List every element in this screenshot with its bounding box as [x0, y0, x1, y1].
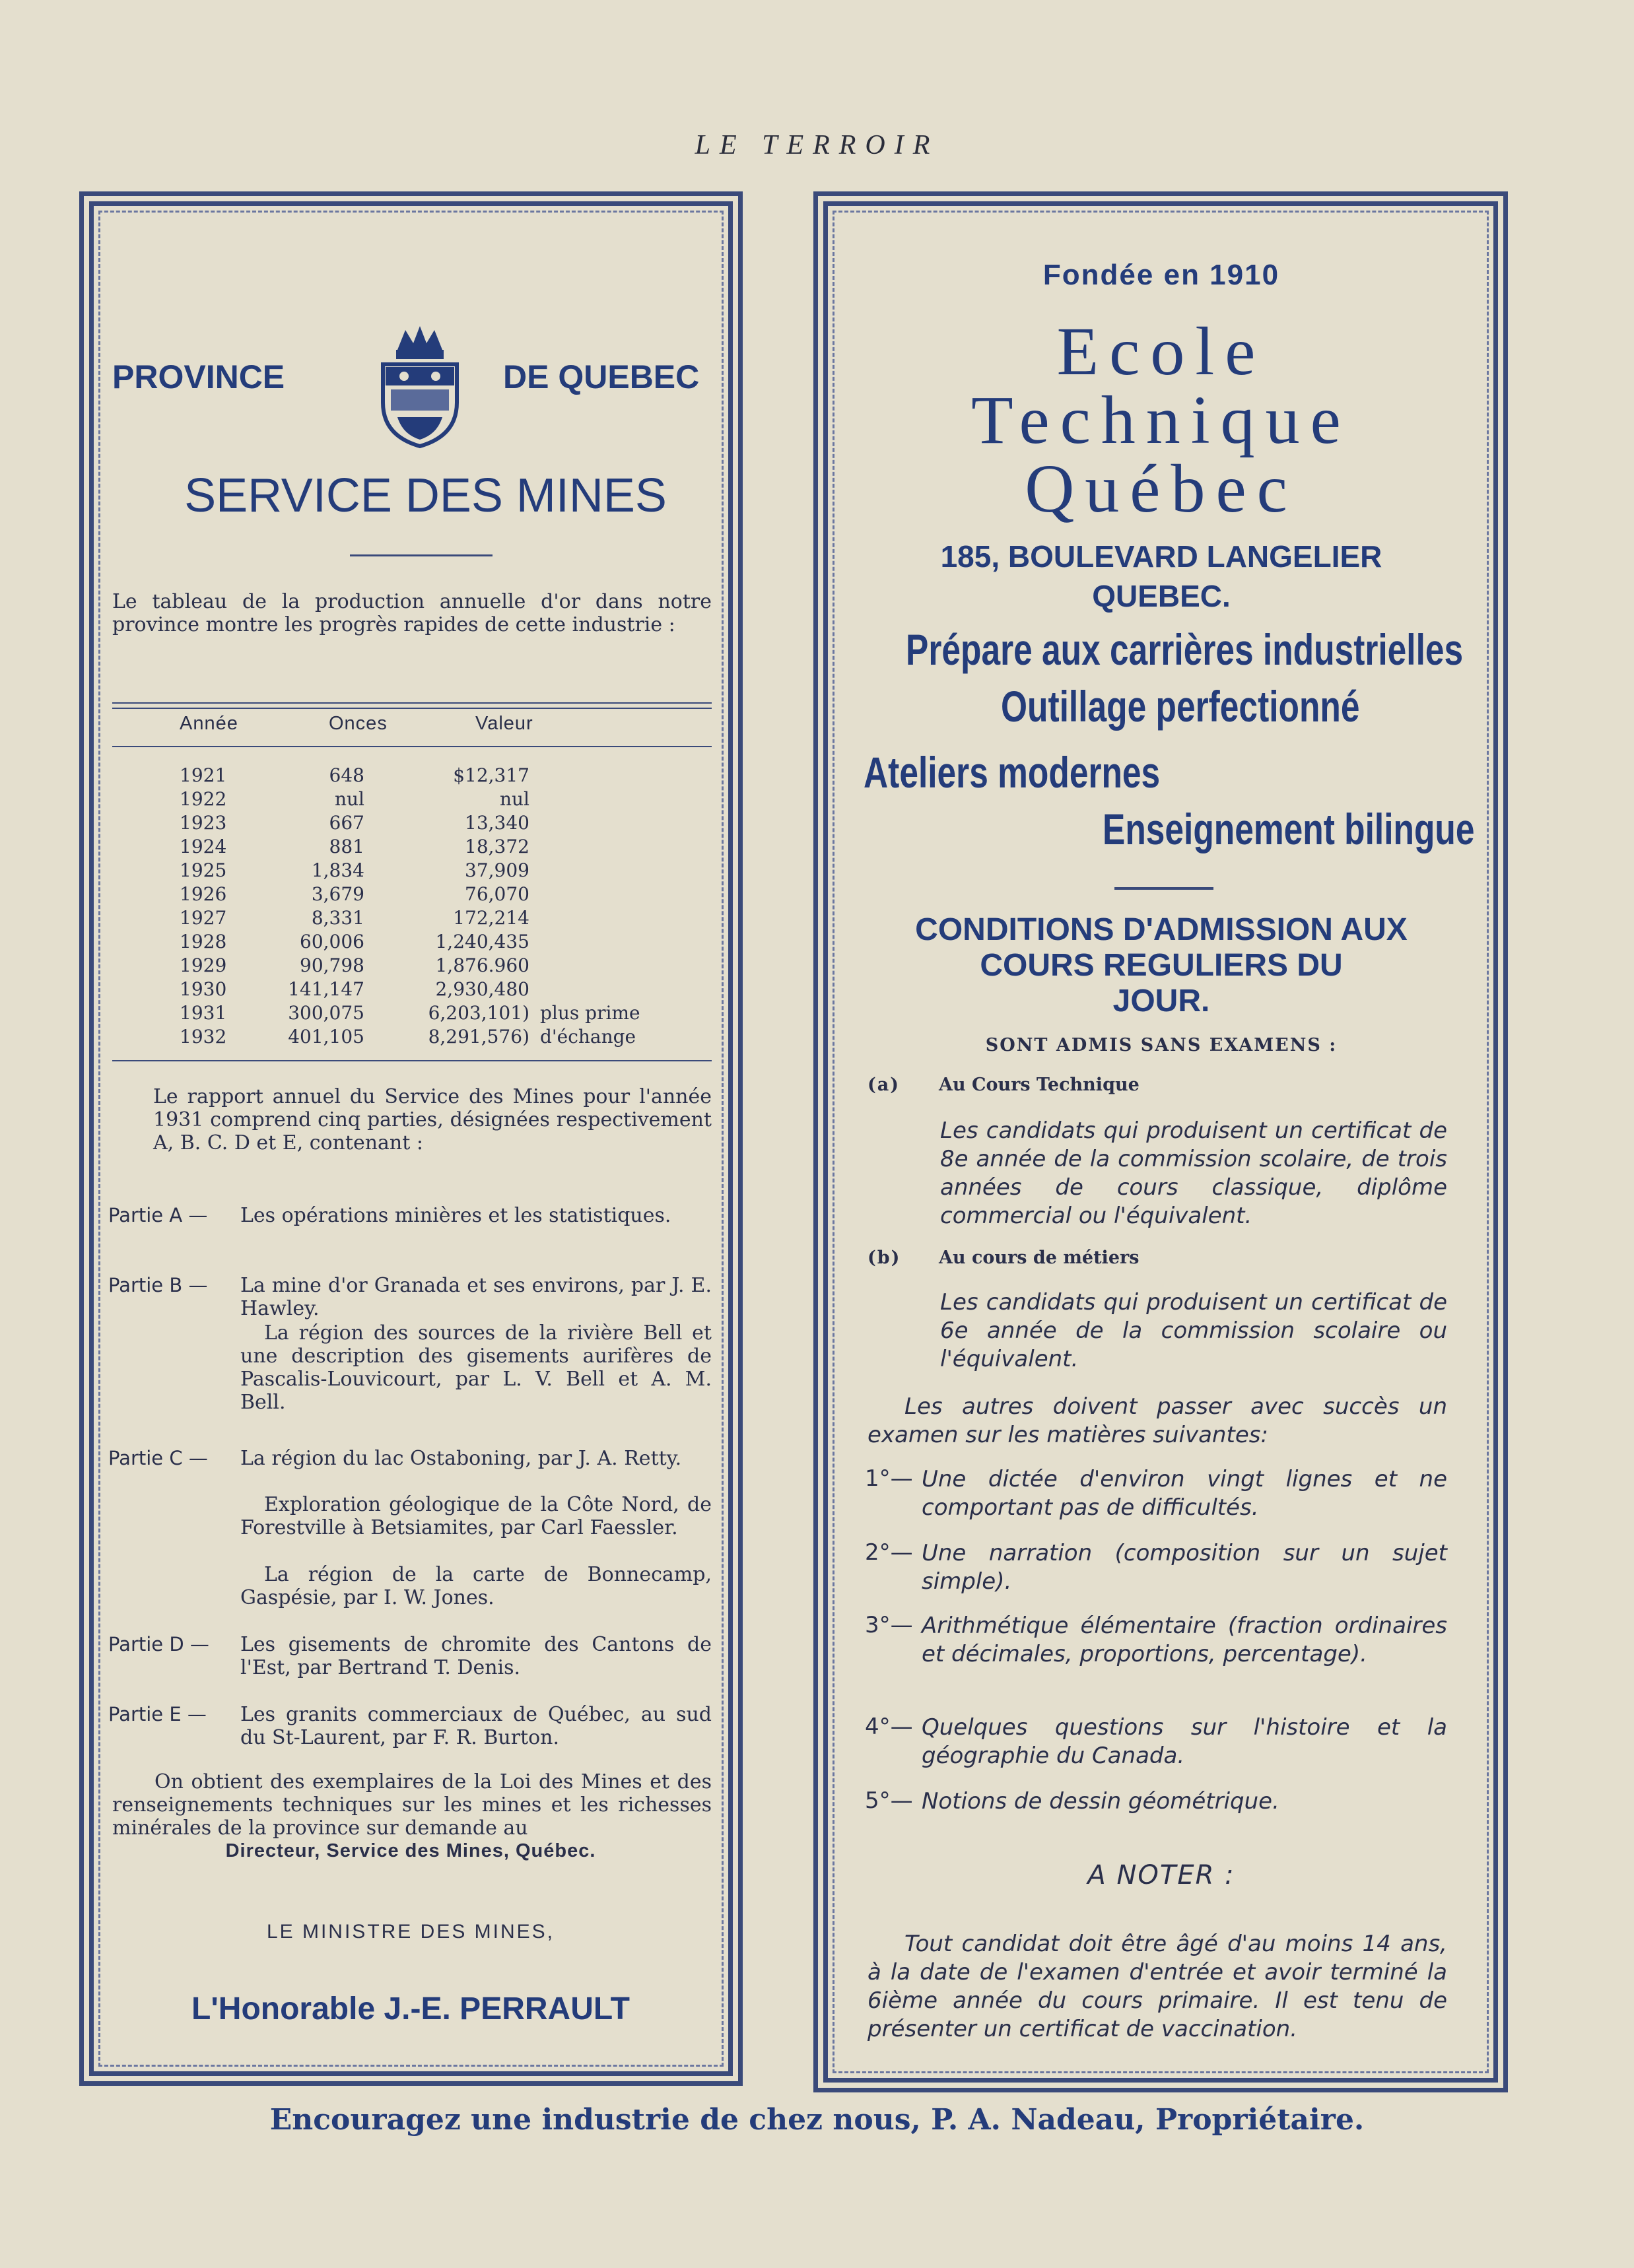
note-cell: plus prime	[540, 1002, 640, 1024]
table-row	[180, 907, 721, 931]
part-d-text: Les gisements de chromite des Cantons de l'Est, par Bertrand T. Denis.	[240, 1633, 712, 1679]
item-4-text: Quelques questions sur l'histoire et la géographie du Canada.	[922, 1714, 1447, 1769]
address-line-1: 185, BOULEVARD LANGELIER	[940, 539, 1382, 574]
col-header-annee: Année	[180, 713, 238, 734]
table-row	[180, 764, 721, 788]
year-cell: 1928	[180, 931, 227, 952]
table-top-rule	[112, 702, 712, 704]
part-c-sub: Exploration géologique de la Côte Nord, de Forestville à Betsiamites, par Carl Faessler.	[240, 1493, 712, 1539]
col-header-valeur: Valeur	[475, 713, 533, 734]
conditions-line-1: CONDITIONS D'ADMISSION AUX	[915, 912, 1408, 947]
table-row	[180, 978, 721, 1002]
table-row	[180, 859, 721, 883]
valeur-cell: 76,070	[465, 883, 529, 905]
ecole-technique-panel	[813, 191, 1508, 2092]
item-2-text: Une narration (composition sur un sujet simple).	[922, 1540, 1447, 1595]
table-row	[180, 1002, 721, 1026]
school-name-line-3: Québec	[1025, 451, 1298, 527]
note-title: A NOTER :	[1087, 1860, 1235, 1890]
closing-address: Directeur, Service des Mines, Québec.	[225, 1840, 596, 1861]
slogan-3: Ateliers modernes	[864, 748, 1161, 797]
onces-cell: 1,834	[311, 859, 364, 881]
valeur-cell: 2,930,480	[435, 978, 529, 1000]
table-top-rule-2	[112, 708, 712, 709]
year-cell: 1930	[180, 978, 227, 1000]
table-row	[180, 954, 721, 978]
onces-cell: 648	[329, 764, 364, 786]
table-row	[180, 1026, 721, 1050]
part-e-label: Partie E —	[108, 1703, 207, 1725]
item-2-num: 2°—	[865, 1539, 913, 1566]
year-cell: 1925	[180, 859, 227, 881]
onces-cell: 90,798	[300, 954, 364, 976]
footer-credit: Encouragez une industrie de chez nous, P. A. Nadeau, Propriétaire.	[269, 2103, 1365, 2137]
slogan-4: Enseignement bilingue	[1103, 805, 1475, 853]
a-title: Au Cours Technique	[939, 1075, 1140, 1095]
table-row	[180, 836, 721, 859]
part-a-label: Partie A —	[108, 1204, 208, 1226]
onces-cell: nul	[334, 788, 364, 810]
admitted-heading: SONT ADMIS SANS EXAMENS :	[985, 1035, 1338, 1055]
valeur-cell: 13,340	[465, 812, 529, 834]
part-c-text: La région du lac Ostaboning, par J. A. Retty.	[240, 1447, 682, 1470]
item-4-num: 4°—	[865, 1714, 913, 1740]
item-1-num: 1°—	[865, 1465, 913, 1492]
part-b-sub: La région des sources de la rivière Bell et une description des gisements aurifères de Pascalis-Louvicourt, par L. V. Bell et A. M. Bell.	[240, 1321, 712, 1414]
table-row	[180, 931, 721, 954]
minister-name: L'Honorable J.-E. PERRAULT	[191, 1991, 630, 2026]
valeur-cell: 8,291,576)	[428, 1026, 529, 1048]
valeur-cell: 1,876.960	[435, 954, 529, 976]
onces-cell: 881	[329, 836, 364, 857]
valeur-cell: nul	[499, 788, 529, 810]
part-c-sub2: La région de la carte de Bonnecamp, Gaspésie, par I. W. Jones.	[240, 1563, 712, 1609]
part-a-text: Les opérations minières et les statistiques.	[240, 1204, 671, 1227]
minister-line: LE MINISTRE DES MINES,	[266, 1921, 555, 1943]
valeur-cell: $12,317	[453, 764, 529, 786]
report-intro: Le rapport annuel du Service des Mines pour l'année 1931 comprend cinq parties, désignées respectivement A, B. C. D et E, contenant :	[153, 1085, 712, 1154]
table-row	[180, 788, 721, 812]
onces-cell: 8,331	[311, 907, 364, 929]
year-cell: 1921	[180, 764, 227, 786]
onces-cell: 3,679	[311, 883, 364, 905]
item-3-num: 3°—	[865, 1612, 913, 1638]
year-cell: 1927	[180, 907, 227, 929]
a-text: Les candidats qui produisent un certificat de 8e année de la commission scolaire, de trois années de cours classique, diplôme commercial ou l'équivalent.	[940, 1117, 1447, 1229]
item-1-text: Une dictée d'environ vingt lignes et ne comportant pas de difficultés.	[922, 1466, 1447, 1521]
conditions-line-2: COURS REGULIERS DU	[980, 948, 1343, 983]
valeur-cell: 6,203,101)	[428, 1002, 529, 1024]
onces-cell: 667	[329, 812, 364, 834]
service-des-mines-panel	[79, 191, 743, 2086]
valeur-cell: 37,909	[465, 859, 529, 881]
item-3-text: Arithmétique élémentaire (fraction ordinaires et décimales, proportions, percentage).	[922, 1613, 1447, 1667]
b-label: (b)	[868, 1248, 901, 1268]
running-head: LE TERROIR	[695, 130, 939, 160]
item-5-text: Notions de dessin géométrique.	[922, 1788, 1279, 1815]
table-row	[180, 812, 721, 836]
year-cell: 1931	[180, 1002, 227, 1024]
table-header-rule	[112, 746, 712, 747]
part-d-label: Partie D —	[108, 1633, 209, 1655]
table-row	[180, 883, 721, 907]
year-cell: 1929	[180, 954, 227, 976]
part-e-text: Les granits commerciaux de Québec, au sud du St-Laurent, par F. R. Burton.	[240, 1703, 712, 1749]
conditions-line-3: JOUR.	[1112, 984, 1210, 1018]
slogan-2: Outillage perfectionné	[1001, 682, 1360, 731]
a-label: (a)	[868, 1075, 901, 1095]
b-text: Les candidats qui produisent un certificat de 6e année de la commission scolaire ou l'équivalent.	[940, 1289, 1447, 1372]
others-text: Les autres doivent passer avec succès un examen sur les matières suivantes:	[868, 1393, 1447, 1448]
year-cell: 1923	[180, 812, 227, 834]
note-text: Tout candidat doit être âgé d'au moins 14 ans, à la date de l'examen d'entrée et avoir terminé la 6ième année du cours primaire. Il est tenu de présenter un certificat de vaccination.	[868, 1931, 1447, 2042]
slogan-1: Prépare aux carrières industrielles	[906, 625, 1464, 674]
service-des-mines-title: SERVICE DES MINES	[184, 469, 667, 522]
onces-cell: 300,075	[288, 1002, 364, 1024]
divider	[1114, 887, 1213, 890]
year-cell: 1926	[180, 883, 227, 905]
province-label: PROVINCE	[112, 358, 285, 395]
valeur-cell: 18,372	[465, 836, 529, 857]
b-title: Au cours de métiers	[939, 1248, 1140, 1268]
school-name-line-1: Ecole	[1056, 314, 1266, 389]
year-cell: 1922	[180, 788, 227, 810]
onces-cell: 141,147	[288, 978, 364, 1000]
school-name-line-2: Technique	[971, 382, 1351, 458]
valeur-cell: 1,240,435	[435, 931, 529, 952]
onces-cell: 401,105	[288, 1026, 364, 1048]
year-cell: 1924	[180, 836, 227, 857]
table-bottom-rule	[112, 1060, 712, 1061]
part-b-text: La mine d'or Granada et ses environs, par J. E. Hawley.	[240, 1274, 712, 1320]
intro-text: Le tableau de la production annuelle d'or dans notre province montre les progrès rapides de cette industrie :	[112, 590, 712, 636]
onces-cell: 60,006	[300, 931, 364, 952]
valeur-cell: 172,214	[453, 907, 529, 929]
divider	[350, 554, 493, 556]
part-b-label: Partie B —	[108, 1274, 208, 1296]
col-header-onces: Onces	[329, 713, 388, 734]
closing-text: On obtient des exemplaires de la Loi des Mines et des renseignements techniques sur les mines et les richesses minérales de la province sur demande au	[112, 1770, 712, 1840]
year-cell: 1932	[180, 1026, 227, 1048]
quebec-coat-of-arms-icon	[378, 323, 462, 449]
address-line-2: QUEBEC.	[1092, 579, 1231, 613]
founded-line: Fondée en 1910	[1042, 259, 1280, 291]
note-cell: d'échange	[540, 1026, 636, 1048]
part-c-label: Partie C —	[108, 1447, 208, 1469]
de-quebec-label: DE QUEBEC	[503, 358, 700, 395]
item-5-num: 5°—	[865, 1787, 913, 1814]
